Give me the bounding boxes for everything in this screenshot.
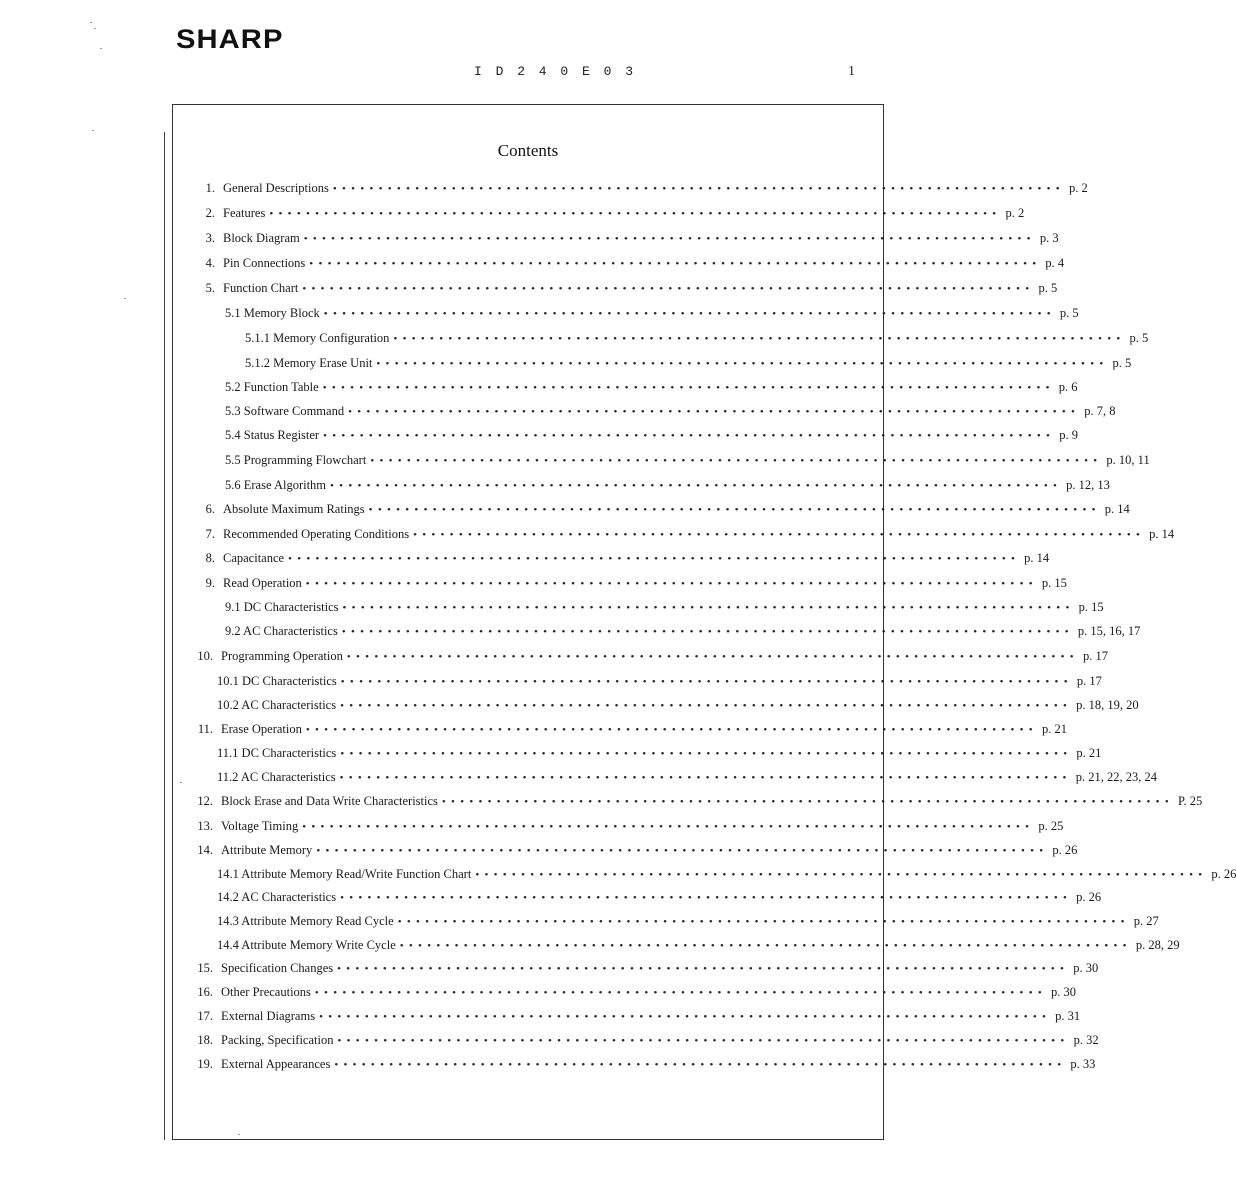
toc-entry xyxy=(217,867,1236,887)
contents-frame xyxy=(172,104,1236,1140)
toc-entry-page: p. 18, 19, 20 xyxy=(1076,698,1139,712)
toc-entry-label: Pin Connections xyxy=(223,256,306,270)
toc-dot-leader: •••••••••••••••••••••••••••••••••••••••••••••••••••••••••••••••••••••••••••••••• xyxy=(269,208,1002,220)
toc-entry-number: 12. xyxy=(197,794,213,808)
toc-entry-number: 15. xyxy=(197,961,213,975)
toc-entry xyxy=(185,206,1025,226)
toc-dot-leader: •••••••••••••••••••••••••••••••••••••••••••••••••••••••••••••••••••••••••••••••• xyxy=(330,480,1063,492)
toc-entry-page: p. 4 xyxy=(1045,256,1065,270)
toc-entry-number: 10. xyxy=(197,649,213,663)
toc-dot-leader: •••••••••••••••••••••••••••••••••••••••••••••••••••••••••••••••••••••••••••••••• xyxy=(348,406,1081,418)
toc-entry-label: 11.1 DC Characteristics xyxy=(217,746,337,760)
toc-dot-leader: •••••••••••••••••••••••••••••••••••••••••••••••••••••••••••••••••••••••••••••••• xyxy=(342,602,1075,614)
toc-entry-label: 5.6 Erase Algorithm xyxy=(225,478,327,492)
toc-entry-label: 11.2 AC Characteristics xyxy=(217,770,336,784)
toc-entry-number: 11. xyxy=(197,722,213,736)
toc-entry xyxy=(217,746,1102,766)
toc-entry-label: Recommended Operating Conditions xyxy=(223,527,410,541)
document-id: I D 2 4 0 E 0 3 xyxy=(474,64,637,79)
toc-entry xyxy=(225,404,1116,424)
toc-entry xyxy=(225,453,1150,473)
toc-entry-page: p. 30 xyxy=(1073,961,1099,975)
contents-title: Contents xyxy=(497,141,559,160)
toc-entry-page: p. 2 xyxy=(1005,206,1025,220)
scan-speck xyxy=(90,22,92,23)
toc-entry-page: p. 21 xyxy=(1076,746,1102,760)
toc-entry-number: 2. xyxy=(205,206,215,220)
toc-entry xyxy=(225,380,1078,400)
toc-entry xyxy=(185,527,1175,547)
toc-entry-number: 3. xyxy=(205,231,215,245)
toc-entry-page: p. 15 xyxy=(1078,600,1104,614)
toc-entry-label: Other Precautions xyxy=(221,985,311,999)
toc-entry-page: p. 31 xyxy=(1055,1009,1081,1023)
toc-entry xyxy=(217,938,1180,958)
toc-entry-page: p. 21 xyxy=(1041,722,1067,736)
toc-dot-leader: •••••••••••••••••••••••••••••••••••••••••••••••••••••••••••••••••••••••••••••••• xyxy=(393,333,1126,345)
toc-entry-page: p. 12, 13 xyxy=(1066,478,1110,492)
frame-shadow-line xyxy=(164,132,165,1140)
toc-entry-number: 7. xyxy=(205,527,215,541)
toc-entry xyxy=(217,890,1102,910)
toc-entry-page: p. 3 xyxy=(1039,231,1059,245)
toc-entry xyxy=(245,331,1149,351)
toc-entry-page: p. 6 xyxy=(1058,380,1078,394)
toc-entry xyxy=(183,843,1078,863)
toc-entry-page: p. 26 xyxy=(1052,843,1078,857)
toc-entry-page: p. 15 xyxy=(1041,576,1067,590)
toc-dot-leader: •••••••••••••••••••••••••••••••••••••••••••••••••••••••••••••••••••••••••••••••• xyxy=(337,1035,1070,1047)
toc-entry-label: Packing, Specification xyxy=(221,1033,334,1047)
toc-entry-label: Features xyxy=(223,206,266,220)
toc-entry-page: p. 5 xyxy=(1059,306,1079,320)
toc-entry xyxy=(225,624,1141,644)
toc-entry-page: p. 15, 16, 17 xyxy=(1077,624,1141,638)
scan-speck xyxy=(124,298,126,299)
toc-entry-page: p. 5 xyxy=(1129,331,1149,345)
toc-entry-page: p. 26 xyxy=(1076,890,1102,904)
toc-entry xyxy=(225,306,1079,326)
scan-speck xyxy=(100,48,102,49)
toc-entry-label: 14.3 Attribute Memory Read Cycle xyxy=(217,914,394,928)
toc-entry-label: Specification Changes xyxy=(221,961,334,975)
toc-entry-number: 13. xyxy=(197,819,213,833)
toc-entry-page: p. 30 xyxy=(1051,985,1076,999)
toc-dot-leader: •••••••••••••••••••••••••••••••••••••••••••••••••••••••••••••••••••••••••••••••• xyxy=(337,963,1070,975)
toc-dot-leader: •••••••••••••••••••••••••••••••••••••••••••••••••••••••••••••••••••••••••••••••• xyxy=(370,455,1103,467)
toc-entry-page: p. 17 xyxy=(1076,674,1102,688)
toc-entry xyxy=(183,985,1076,1005)
toc-entry-page: p. 28, 29 xyxy=(1135,938,1180,952)
toc-entry-label: External Appearances xyxy=(221,1057,331,1071)
toc-entry-number: 9. xyxy=(205,576,215,590)
toc-entry-number: 6. xyxy=(205,502,215,516)
toc-entry xyxy=(185,502,1130,522)
toc-entry-label: 10.1 DC Characteristics xyxy=(217,674,337,688)
toc-dot-leader: •••••••••••••••••••••••••••••••••••••••••••••••••••••••••••••••••••••••••••••••• xyxy=(368,504,1101,516)
toc-entry xyxy=(217,698,1139,718)
toc-dot-leader: •••••••••••••••••••••••••••••••••••••••••••••••••••••••••••••••••••••••••••••••• xyxy=(413,529,1146,541)
toc-entry-label: Read Operation xyxy=(223,576,302,590)
toc-entry xyxy=(185,256,1065,276)
toc-entry-label: Function Chart xyxy=(223,281,299,295)
toc-entry-number: 19. xyxy=(197,1057,213,1071)
toc-entry-label: External Diagrams xyxy=(221,1009,316,1023)
toc-entry xyxy=(185,181,1088,201)
toc-entry-page: p. 21, 22, 23, 24 xyxy=(1075,770,1157,784)
toc-entry xyxy=(185,281,1058,301)
toc-entry-label: Programming Operation xyxy=(221,649,343,663)
toc-entry-label: Block Diagram xyxy=(223,231,300,245)
toc-entry-page: p. 32 xyxy=(1073,1033,1099,1047)
toc-entry-label: Absolute Maximum Ratings xyxy=(223,502,365,516)
toc-dot-leader: •••••••••••••••••••••••••••••••••••••••••••••••••••••••••••••••••••••••••••••••• xyxy=(323,308,1056,320)
toc-entry xyxy=(225,478,1110,498)
toc-entry xyxy=(183,1033,1099,1053)
toc-entry-page: p. 5 xyxy=(1112,356,1132,370)
toc-entry xyxy=(225,428,1078,448)
toc-dot-leader: •••••••••••••••••••••••••••••••••••••••••••••••••••••••••••••••••••••••••••••••• xyxy=(323,430,1056,442)
toc-dot-leader: •••••••••••••••••••••••••••••••••••••••••••••••••••••••••••••••••••••••••••••••• xyxy=(332,183,1065,195)
toc-entry xyxy=(225,600,1104,620)
toc-entry-label: Erase Operation xyxy=(221,722,302,736)
toc-dot-leader: •••••••••••••••••••••••••••••••••••••••••••••••••••••••••••••••••••••••••••••••• xyxy=(319,1011,1052,1023)
toc-entry-label: Capacitance xyxy=(223,551,285,565)
toc-entry xyxy=(217,674,1102,694)
scan-speck xyxy=(238,1134,240,1135)
toc-entry-page: p. 9 xyxy=(1059,428,1078,442)
toc-dot-leader: •••••••••••••••••••••••••••••••••••••••••••••••••••••••••••••••••••••••••••••••• xyxy=(316,845,1049,857)
toc-entry-label: 14.1 Attribute Memory Read/Write Function Chart xyxy=(217,867,472,881)
toc-entry xyxy=(183,1009,1081,1029)
toc-entry-number: 1. xyxy=(205,181,215,195)
toc-entry-label: 5.1 Memory Block xyxy=(225,306,320,320)
scan-speck xyxy=(94,28,96,29)
toc-dot-leader: •••••••••••••••••••••••••••••••••••••••••••••••••••••••••••••••••••••••••••••••• xyxy=(303,233,1036,245)
toc-dot-leader: •••••••••••••••••••••••••••••••••••••••••••••••••••••••••••••••••••••••••••••••• xyxy=(340,748,1073,760)
toc-dot-leader: •••••••••••••••••••••••••••••••••••••••••••••••••••••••••••••••••••••••••••••••• xyxy=(397,916,1130,928)
toc-dot-leader: •••••••••••••••••••••••••••••••••••••••••••••••••••••••••••••••••••••••••••••••• xyxy=(376,358,1109,370)
toc-entry-page: p. 25 xyxy=(1038,819,1064,833)
toc-dot-leader: •••••••••••••••••••••••••••••••••••••••••••••••••••••••••••••••••••••••••••••••• xyxy=(288,553,1021,565)
toc-entry-label: Voltage Timing xyxy=(221,819,299,833)
toc-entry-label: Attribute Memory xyxy=(221,843,313,857)
toc-entry-page: p. 2 xyxy=(1068,181,1088,195)
toc-entry xyxy=(183,649,1108,669)
toc-entry xyxy=(183,819,1064,839)
scan-speck xyxy=(180,782,182,783)
toc-dot-leader: •••••••••••••••••••••••••••••••••••••••••••••••••••••••••••••••••••••••••••••••• xyxy=(475,869,1208,881)
toc-dot-leader: •••••••••••••••••••••••••••••••••••••••••••••••••••••••••••••••••••••••••••••••• xyxy=(341,626,1074,638)
toc-entry-page: p. 14 xyxy=(1104,502,1130,516)
toc-entry-label: General Descriptions xyxy=(223,181,329,195)
sharp-logo: SHARP xyxy=(176,24,284,54)
toc-dot-leader: •••••••••••••••••••••••••••••••••••••••••••••••••••••••••••••••••••••••••••••••• xyxy=(305,578,1038,590)
toc-dot-leader: •••••••••••••••••••••••••••••••••••••••••••••••••••••••••••••••••••••••••••••••• xyxy=(305,724,1038,736)
toc-entry-page: p. 7, 8 xyxy=(1084,404,1116,418)
toc-entry xyxy=(217,770,1157,790)
toc-entry-label: 9.2 AC Characteristics xyxy=(225,624,338,638)
toc-dot-leader: •••••••••••••••••••••••••••••••••••••••••••••••••••••••••••••••••••••••••••••••• xyxy=(334,1059,1067,1071)
toc-dot-leader: •••••••••••••••••••••••••••••••••••••••••••••••••••••••••••••••••••••••••••••••• xyxy=(309,258,1042,270)
toc-entry xyxy=(183,1057,1096,1077)
toc-entry-number: 16. xyxy=(197,985,213,999)
toc-entry-label: 5.1.2 Memory Erase Unit xyxy=(245,356,373,370)
toc-entry-number: 5. xyxy=(205,281,215,295)
toc-entry xyxy=(185,551,1050,571)
toc-dot-leader: •••••••••••••••••••••••••••••••••••••••••••••••••••••••••••••••••••••••••••••••• xyxy=(340,892,1073,904)
toc-dot-leader: •••••••••••••••••••••••••••••••••••••••••••••••••••••••••••••••••••••••••••••••• xyxy=(340,676,1073,688)
toc-entry-page: p. 14 xyxy=(1149,527,1175,541)
toc-dot-leader: •••••••••••••••••••••••••••••••••••••••••••••••••••••••••••••••••••••••••••••••• xyxy=(322,382,1055,394)
toc-dot-leader: •••••••••••••••••••••••••••••••••••••••••••••••••••••••••••••••••••••••••••••••• xyxy=(340,700,1073,712)
toc-entry-number: 4. xyxy=(205,256,215,270)
toc-entry xyxy=(183,794,1203,814)
toc-dot-leader: •••••••••••••••••••••••••••••••••••••••••••••••••••••••••••••••••••••••••••••••• xyxy=(346,651,1079,663)
toc-entry-label: Block Erase and Data Write Characteristics xyxy=(221,794,438,808)
toc-dot-leader: •••••••••••••••••••••••••••••••••••••••••••••••••••••••••••••••••••••••••••••••• xyxy=(339,772,1072,784)
toc-entry-page: p. 26 xyxy=(1211,867,1236,881)
toc-dot-leader: •••••••••••••••••••••••••••••••••••••••••••••••••••••••••••••••••••••••••••••••• xyxy=(314,987,1047,999)
scan-speck xyxy=(92,130,94,131)
toc-entry-number: 17. xyxy=(197,1009,213,1023)
toc-entry xyxy=(245,356,1132,376)
toc-entry-label: 14.4 Attribute Memory Write Cycle xyxy=(217,938,396,952)
toc-entry xyxy=(183,961,1099,981)
toc-dot-leader: •••••••••••••••••••••••••••••••••••••••••••••••••••••••••••••••••••••••••••••••• xyxy=(302,821,1035,833)
toc-entry-label: 10.2 AC Characteristics xyxy=(217,698,337,712)
toc-entry xyxy=(217,914,1159,934)
toc-entry-page: p. 10, 11 xyxy=(1106,453,1150,467)
toc-entry-label: 5.4 Status Register xyxy=(225,428,320,442)
toc-entry-page: p. 27 xyxy=(1133,914,1159,928)
toc-dot-leader: •••••••••••••••••••••••••••••••••••••••••••••••••••••••••••••••••••••••••••••••• xyxy=(441,796,1174,808)
toc-entry-number: 14. xyxy=(197,843,213,857)
toc-entry-page: P. 25 xyxy=(1177,794,1203,808)
toc-entry-number: 8. xyxy=(205,551,215,565)
toc-entry-label: 9.1 DC Characteristics xyxy=(225,600,339,614)
toc-entry-label: 5.1.1 Memory Configuration xyxy=(245,331,390,345)
toc-entry xyxy=(185,576,1067,596)
toc-dot-leader: •••••••••••••••••••••••••••••••••••••••••••••••••••••••••••••••••••••••••••••••• xyxy=(302,283,1035,295)
toc-entry-label: 5.2 Function Table xyxy=(225,380,319,394)
toc-entry xyxy=(183,722,1067,742)
toc-entry-number: 18. xyxy=(197,1033,213,1047)
toc-entry-page: p. 17 xyxy=(1082,649,1108,663)
toc-entry-page: p. 33 xyxy=(1070,1057,1096,1071)
toc-dot-leader: •••••••••••••••••••••••••••••••••••••••••••••••••••••••••••••••••••••••••••••••• xyxy=(399,940,1132,952)
toc-entry-page: p. 14 xyxy=(1024,551,1050,565)
toc-entry xyxy=(185,231,1059,251)
toc-entry-label: 5.3 Software Command xyxy=(225,404,345,418)
page-number: 1 xyxy=(848,64,855,79)
toc-entry-label: 14.2 AC Characteristics xyxy=(217,890,337,904)
toc-entry-page: p. 5 xyxy=(1038,281,1058,295)
toc-entry-label: 5.5 Programming Flowchart xyxy=(225,453,367,467)
